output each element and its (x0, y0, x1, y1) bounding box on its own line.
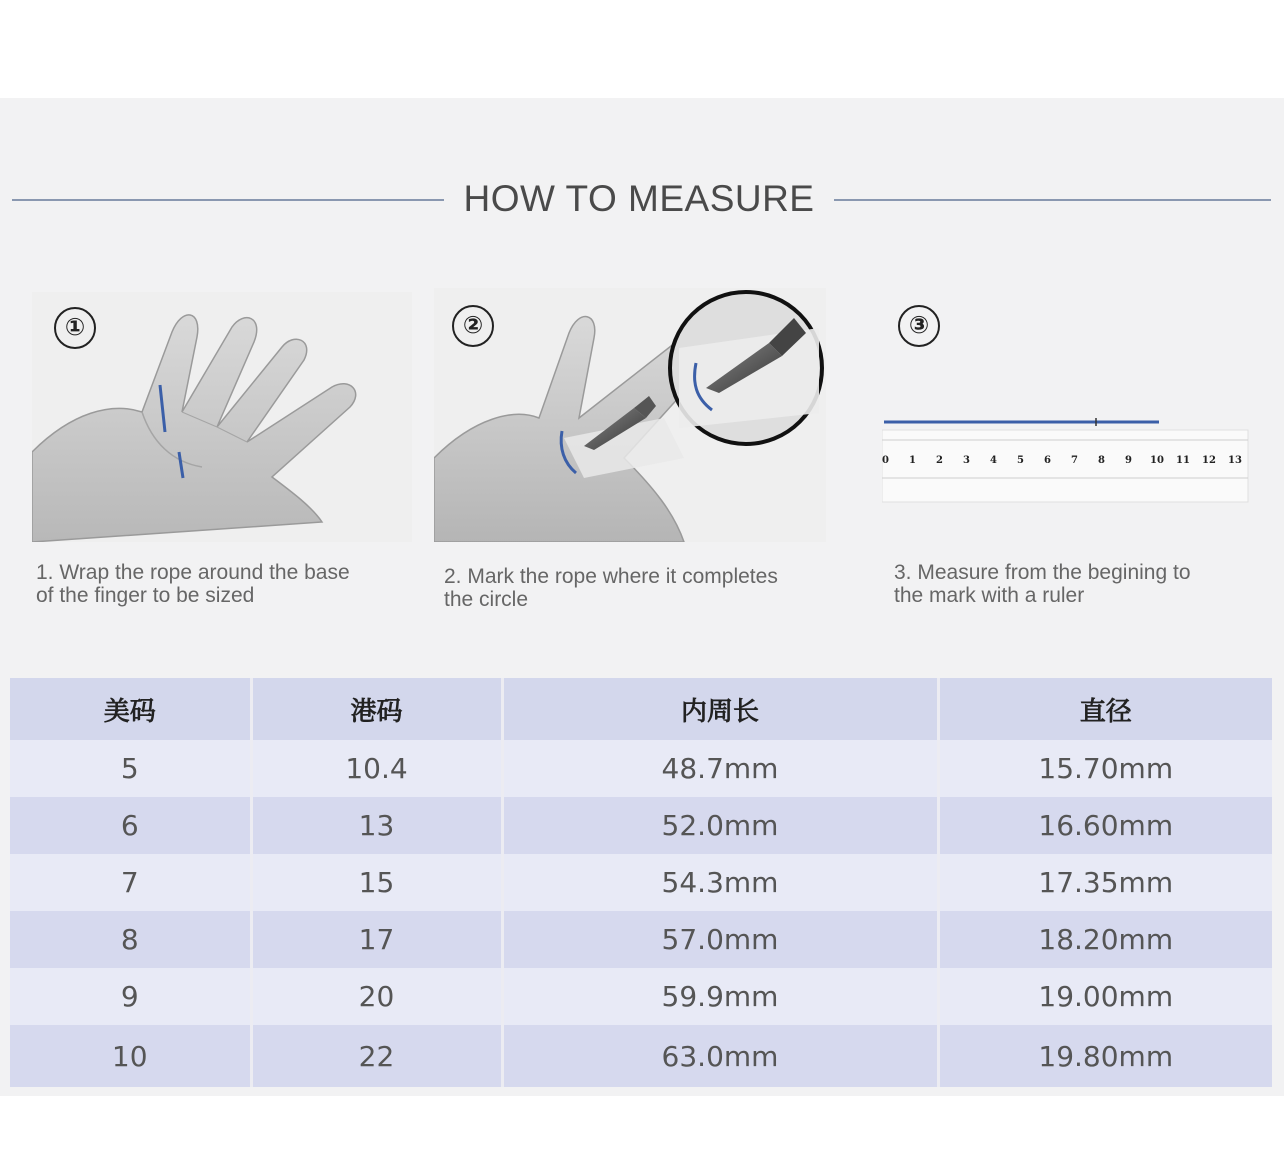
step-3-number: ③ (898, 305, 940, 347)
ruler-tick-label: 5 (1017, 455, 1024, 466)
table-row (10, 740, 1272, 797)
step-1-number: ① (54, 307, 96, 349)
table-cell: 7 (10, 854, 251, 911)
ruler-tick-label: 9 (1125, 455, 1132, 466)
table-cell: 16.60mm (938, 797, 1272, 854)
ruler-tick-label: 10 (1150, 455, 1164, 466)
table-cell: 15 (251, 854, 502, 911)
table-cell: 19.80mm (938, 1025, 1272, 1087)
ruler-tick-label: 13 (1228, 455, 1242, 466)
table-cell: 63.0mm (502, 1025, 938, 1087)
ruler-tick-label: 6 (1044, 455, 1051, 466)
table-cell: 48.7mm (502, 740, 938, 797)
table-cell: 13 (251, 797, 502, 854)
table-cell: 20 (251, 968, 502, 1025)
column-header-hk-size: 港码 (251, 678, 502, 740)
ruler-tick-label: 2 (936, 455, 943, 466)
table-cell: 57.0mm (502, 911, 938, 968)
step-2-caption-line2: the circle (444, 588, 529, 611)
ruler-scale (882, 455, 1250, 475)
ruler-tick-label: 3 (963, 455, 970, 466)
table-cell: 17 (251, 911, 502, 968)
table-cell: 52.0mm (502, 797, 938, 854)
column-header-us-size: 美码 (10, 678, 251, 740)
ruler-tick-label: 11 (1176, 455, 1190, 466)
table-row (10, 797, 1272, 854)
ruler-tick-label: 0 (882, 455, 889, 466)
column-header-diameter: 直径 (938, 678, 1272, 740)
table-cell: 6 (10, 797, 251, 854)
title-rule-left (12, 199, 444, 201)
table-cell: 15.70mm (938, 740, 1272, 797)
table-cell: 8 (10, 911, 251, 968)
table-cell: 22 (251, 1025, 502, 1087)
table-cell: 5 (10, 740, 251, 797)
table-row (10, 854, 1272, 911)
table-header-row (10, 678, 1272, 740)
table-cell: 54.3mm (502, 854, 938, 911)
ruler-tick-label: 1 (909, 455, 916, 466)
table-cell: 9 (10, 968, 251, 1025)
step-1-caption (36, 561, 350, 607)
column-header-inner-circumference: 内周长 (502, 678, 938, 740)
table-cell: 19.00mm (938, 968, 1272, 1025)
step-2-number: ② (452, 305, 494, 347)
table-cell: 18.20mm (938, 911, 1272, 968)
step-3-caption-line1: 3. Measure from the begining to (894, 561, 1191, 584)
step-1-caption-line2: of the finger to be sized (36, 584, 255, 607)
ring-size-table (10, 678, 1272, 1087)
ruler-tick-label: 4 (990, 455, 997, 466)
ruler-tick-label: 7 (1071, 455, 1078, 466)
ruler-tick-label: 8 (1098, 455, 1105, 466)
table-cell: 59.9mm (502, 968, 938, 1025)
page-title: HOW TO MEASURE (463, 178, 815, 219)
step-1-caption-line1: 1. Wrap the rope around the base (36, 561, 350, 584)
table-row (10, 968, 1272, 1025)
step-3-caption-line2: the mark with a ruler (894, 584, 1085, 607)
table-row (10, 911, 1272, 968)
table-cell: 10.4 (251, 740, 502, 797)
table-row (10, 1025, 1272, 1087)
table-cell: 10 (10, 1025, 251, 1087)
step-3-caption (894, 561, 1191, 607)
ruler-tick-label: 12 (1202, 455, 1216, 466)
title-rule-right (834, 199, 1271, 201)
step-2-caption (444, 565, 778, 611)
step-2-caption-line1: 2. Mark the rope where it completes (444, 565, 778, 588)
table-cell: 17.35mm (938, 854, 1272, 911)
